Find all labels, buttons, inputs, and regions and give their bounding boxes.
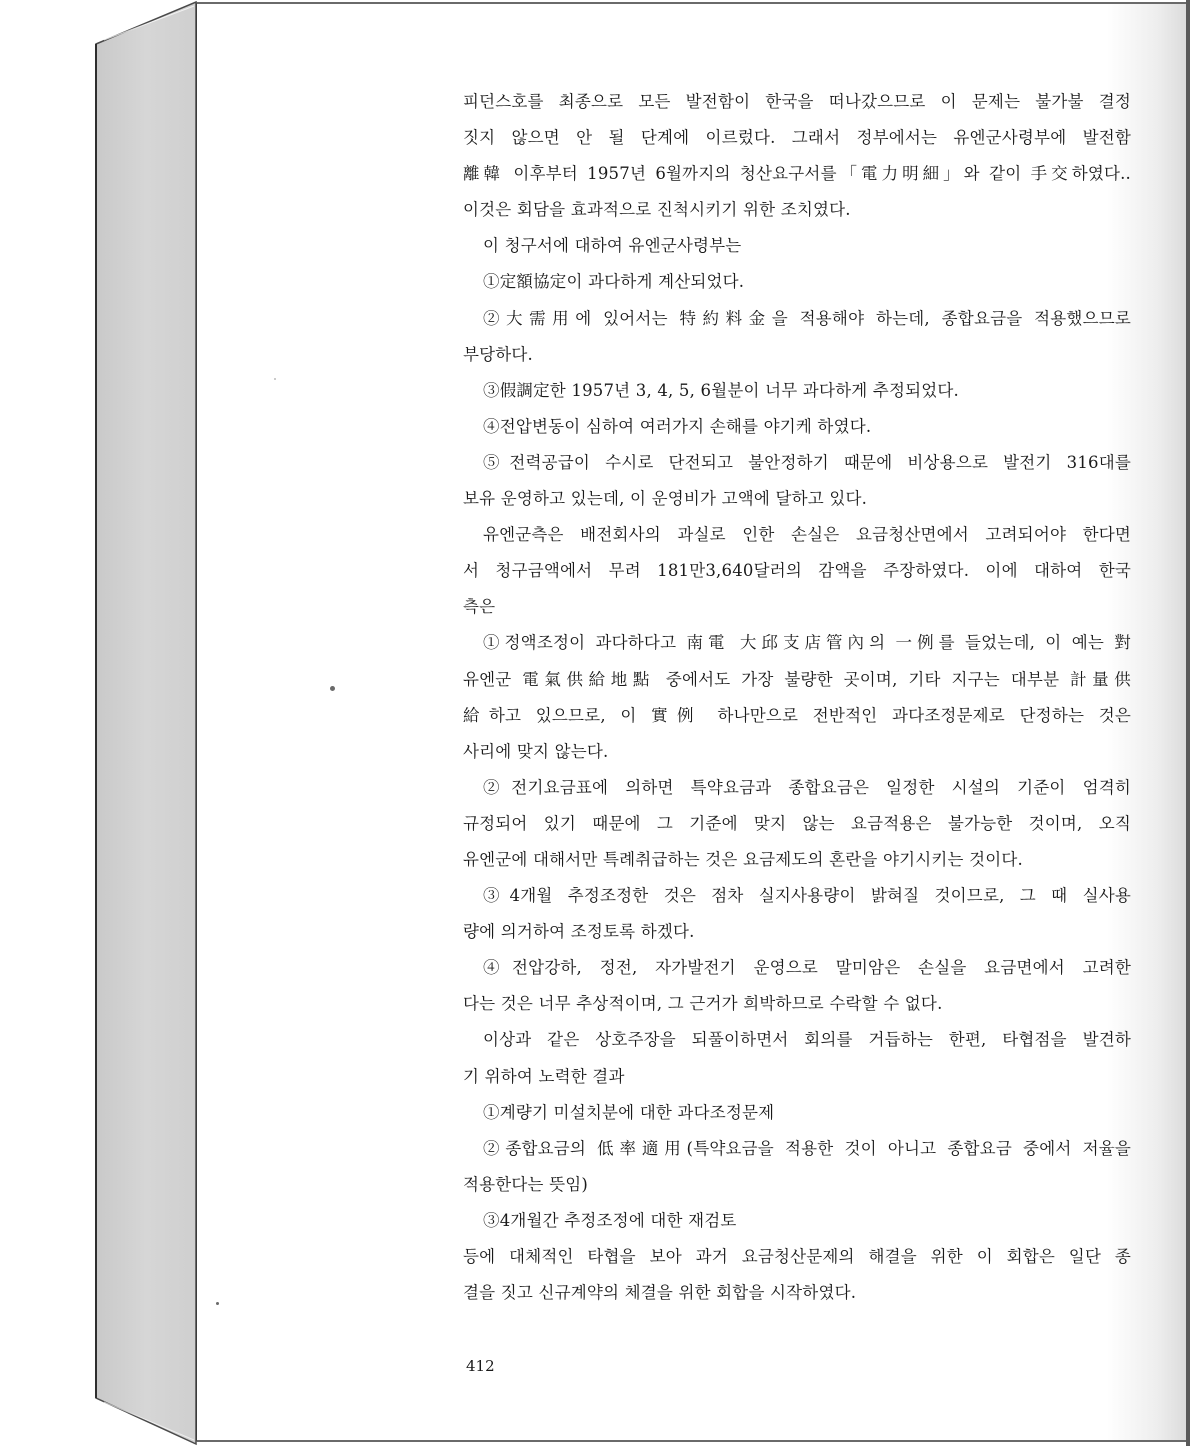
page-number: 412 — [466, 1357, 495, 1375]
text-line: ②전기요금표에 의하면 특약요금과 종합요금은 일정한 시설의 기준이 엄격히 — [483, 777, 1131, 797]
text-line: 결을 짓고 신규계약의 체결을 위한 회합을 시작하였다. — [463, 1283, 857, 1303]
scan-speck — [274, 378, 276, 380]
text-line: 측은 — [463, 597, 496, 617]
scan-speck — [216, 1302, 219, 1305]
text-line: 규정되어 있기 때문에 그 기준에 맞지 않는 요금적용은 불가능한 것이며, 오직 — [463, 813, 1131, 833]
text-line: ③4개월 추정조정한 것은 점차 실지사용량이 밝혀질 것이므로, 그 때 실사용 — [483, 886, 1131, 906]
text-line: ②종합요금의 低率適用(특약요금을 적용한 것이 아니고 종합요금 중에서 저율을 — [483, 1138, 1131, 1158]
text-line: 등에 대체적인 타협을 보아 과거 요금청산문제의 해결을 위한 이 회합은 일단 종 — [463, 1247, 1131, 1266]
text-line: 짓지 않으면 안 될 단계에 이르렀다. 그래서 정부에서는 유엔군사령부에 발전함 — [463, 128, 1131, 148]
text-line: ⑤전력공급이 수시로 단전되고 불안정하기 때문에 비상용으로 발전기 316대를 — [483, 452, 1131, 472]
text-line: ①정액조정이 과다하다고 南電 大邱支店管內의 一例를 들었는데, 이 예는 對 — [483, 633, 1131, 653]
text-line: ④전압변동이 심하여 여러가지 손해를 야기케 하였다. — [483, 416, 872, 436]
text-line: ③4개월간 추정조정에 대한 재검토 — [483, 1210, 737, 1230]
text-line: 적용한다는 뜻임) — [463, 1174, 589, 1194]
text-line: ①계량기 미설치분에 대한 과다조정문제 — [483, 1102, 775, 1122]
text-line: 이것은 회담을 효과적으로 진척시키기 위한 조치였다. — [463, 200, 851, 220]
text-line: 보유 운영하고 있는데, 이 운영비가 고액에 달하고 있다. — [463, 489, 868, 509]
text-line: 유엔군에 대해서만 특례취급하는 것은 요금제도의 혼란을 야기시키는 것이다. — [463, 849, 1024, 869]
text-line: ②大需用에 있어서는 特約料金을 적용해야 하는데, 종합요금을 적용했으므로 — [483, 308, 1131, 328]
text-line: 피던스호를 최종으로 모든 발전함이 한국을 떠나갔으므로 이 문제는 불가불 결정 — [463, 92, 1131, 111]
text-line: 기 위하여 노력한 결과 — [463, 1066, 625, 1086]
text-line: 다는 것은 너무 추상적이며, 그 근거가 희박하므로 수락할 수 없다. — [463, 994, 943, 1014]
text-line: 離韓 이후부터 1957년 6월까지의 청산요구서를「電力明細」와 같이 手交하였다.. — [463, 164, 1131, 184]
page-right-edge — [1186, 0, 1190, 1446]
text-line: 량에 의거하여 조정토록 하겠다. — [463, 922, 695, 942]
text-line: 사리에 맞지 않는다. — [463, 741, 609, 761]
scan-speck — [330, 686, 335, 691]
text-line: 유엔군 電氣供給地點 중에서도 가장 불량한 곳이며, 기타 지구는 대부분 計量供 — [463, 669, 1131, 689]
text-line: 이 청구서에 대하여 유엔군사령부는 — [483, 236, 742, 256]
text-line: 給하고 있으므로, 이 實例 하나만으로 전반적인 과다조정문제로 단정하는 것은 — [463, 705, 1131, 725]
text-line: 이상과 같은 상호주장을 되풀이하면서 회의를 거듭하는 한편, 타협점을 발견하 — [483, 1030, 1131, 1050]
body-text — [463, 84, 1131, 1311]
book-spine-edge — [0, 0, 200, 1446]
text-line: 서 청구금액에서 무려 181만3,640달러의 감액을 주장하였다. 이에 대하여 한국 — [463, 561, 1131, 581]
text-line: 부당하다. — [463, 344, 534, 364]
text-line: ①定額協定이 과다하게 계산되었다. — [483, 272, 745, 292]
text-line: 유엔군측은 배전회사의 과실로 인한 손실은 요금청산면에서 고려되어야 한다면 — [483, 525, 1131, 545]
text-line: ④전압강하, 정전, 자가발전기 운영으로 말미암은 손실을 요금면에서 고려한 — [483, 958, 1131, 978]
text-line: ③假調定한 1957년 3, 4, 5, 6월분이 너무 과다하게 추정되었다. — [483, 380, 959, 400]
